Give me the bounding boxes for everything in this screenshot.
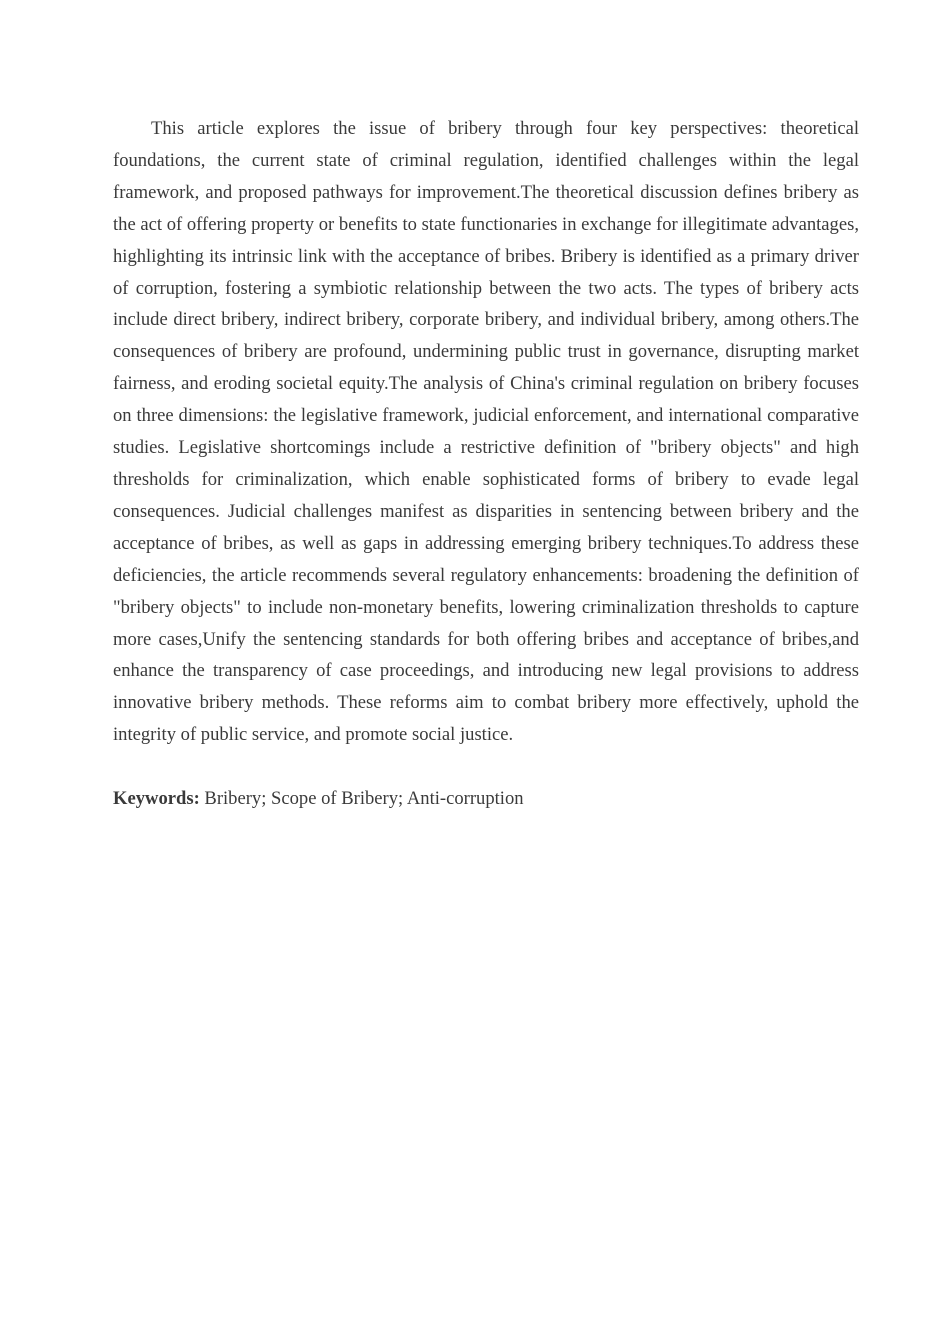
abstract-paragraph: This article explores the issue of bribery through four key perspectives: theoretical foundations, the current state of criminal regulation, identified challenges within the legal framework, and proposed pathways for improvement.The theoretical discussion defines bribery as the act of offering property or benefits to state functionaries in exchange for illegitimate advantages, highlighting its intrinsic link with the acceptance of bribes. Bribery is identified as a primary driver of corruption, fostering a symbiotic relationship between the two acts. The types of bribery acts include direct bribery, indirect bribery, corporate bribery, and individual bribery, among others.The consequences of bribery are profound, undermining public trust in governance, disrupting market fairness, and eroding societal equity.The analysis of China's criminal regulation on bribery focuses on three dimensions: the legislative framework, judicial enforcement, and international comparative studies. Legislative shortcomings include a restrictive definition of "bribery objects" and high thresholds for criminalization, which enable sophisticated forms of bribery to evade legal consequences. Judicial challenges manifest as disparities in sentencing between bribery and the acceptance of bribes, as well as gaps in addressing emerging bribery techniques.To address these deficiencies, the article recommends several regulatory enhancements: broadening the definition of "bribery objects" to include non-monetary benefits, lowering criminalization thresholds to capture more cases,Unify the sentencing standards for both offering bribes and acceptance of bribes,and enhance the transparency of case proceedings, and introducing new legal provisions to address innovative bribery methods. These reforms aim to combat bribery more effectively, uphold the integrity of public service, and promote social justice. — [113, 118, 859, 746]
keywords-label: Keywords: — [113, 788, 200, 810]
abstract-section — [113, 113, 859, 815]
keywords-line — [113, 783, 859, 815]
keywords-value: Bribery; Scope of Bribery; Anti-corruption — [199, 788, 524, 810]
